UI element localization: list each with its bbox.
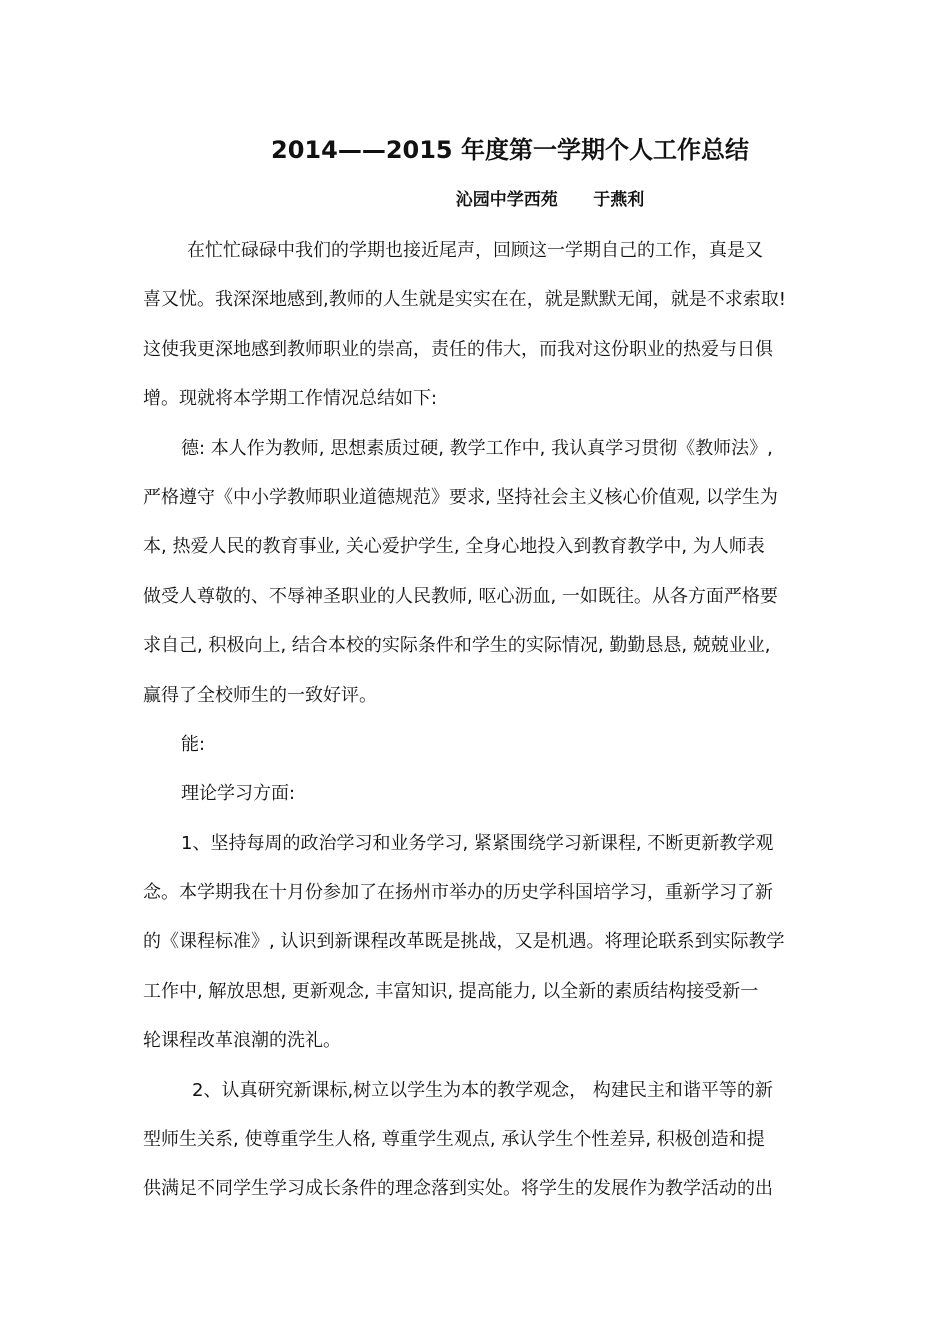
paragraph-line: 2、认真研究新课标,树立以学生为本的教学观念， 构建民主和谐平等的新 bbox=[192, 1079, 773, 1101]
paragraph-line: 供满足不同学生学习成长条件的理念落到实处。将学生的发展作为教学活动的出 bbox=[143, 1178, 773, 1200]
paragraph-line: 做受人尊敬的、不辱神圣职业的人民教师, 呕心沥血, 一如既往。从各方面严格要 bbox=[143, 585, 778, 607]
paragraph-line: 增。现就将本学期工作情况总结如下: bbox=[143, 388, 438, 410]
paragraph-line: 求自己, 积极向上, 结合本校的实际条件和学生的实际情况, 勤勤恳恳, 兢兢业业, bbox=[143, 635, 771, 657]
paragraph-line: 念。本学期我在十月份参加了在扬州市举办的历史学科国培学习，重新学习了新 bbox=[143, 882, 773, 904]
paragraph-line: 赢得了全校师生的一致好评。 bbox=[143, 684, 377, 706]
paragraph-line: 轮课程改革浪潮的洗礼。 bbox=[143, 1030, 341, 1052]
section-heading: 理论学习方面: bbox=[181, 783, 296, 805]
document-title: 2014——2015 年度第一学期个人工作总结 bbox=[271, 136, 749, 164]
document-body bbox=[143, 226, 823, 1214]
paragraph-line: 这使我更深地感到教师职业的崇高，责任的伟大，而我对这份职业的热爱与日俱 bbox=[143, 338, 773, 360]
paragraph-line: 德: 本人作为教师, 思想素质过硬, 教学工作中, 我认真学习贯彻《教师法》, bbox=[181, 437, 773, 459]
paragraph-line: 工作中, 解放思想, 更新观念, 丰富知识, 提高能力, 以全新的素质结构接受新一 bbox=[143, 980, 759, 1002]
paragraph-line: 1、坚持每周的政治学习和业务学习, 紧紧围绕学习新课程, 不断更新教学观 bbox=[181, 832, 774, 854]
paragraph-line: 在忙忙碌碌中我们的学期也接近尾声，回顾这一学期自己的工作，真是又 bbox=[187, 240, 763, 261]
document-subtitle: 沁园中学西苑 于燕利 bbox=[455, 190, 645, 210]
section-heading: 能: bbox=[181, 733, 206, 755]
paragraph-line: 喜又忧。我深深地感到,教师的人生就是实实在在，就是默默无闻，就是不求索取! bbox=[143, 289, 786, 311]
paragraph-line: 的《课程标准》, 认识到新课程改革既是挑战，又是机遇。将理论联系到实际教学 bbox=[143, 931, 785, 953]
paragraph-line: 严格遵守《中小学教师职业道德规范》要求, 坚持社会主义核心价值观, 以学生为 bbox=[143, 486, 778, 508]
paragraph-line: 型师生关系, 使尊重学生人格, 尊重学生观点, 承认学生个性差异, 积极创造和提 bbox=[143, 1129, 765, 1151]
paragraph-line: 本, 热爱人民的教育事业, 关心爱护学生, 全身心地投入到教育教学中, 为人师表 bbox=[143, 536, 765, 558]
